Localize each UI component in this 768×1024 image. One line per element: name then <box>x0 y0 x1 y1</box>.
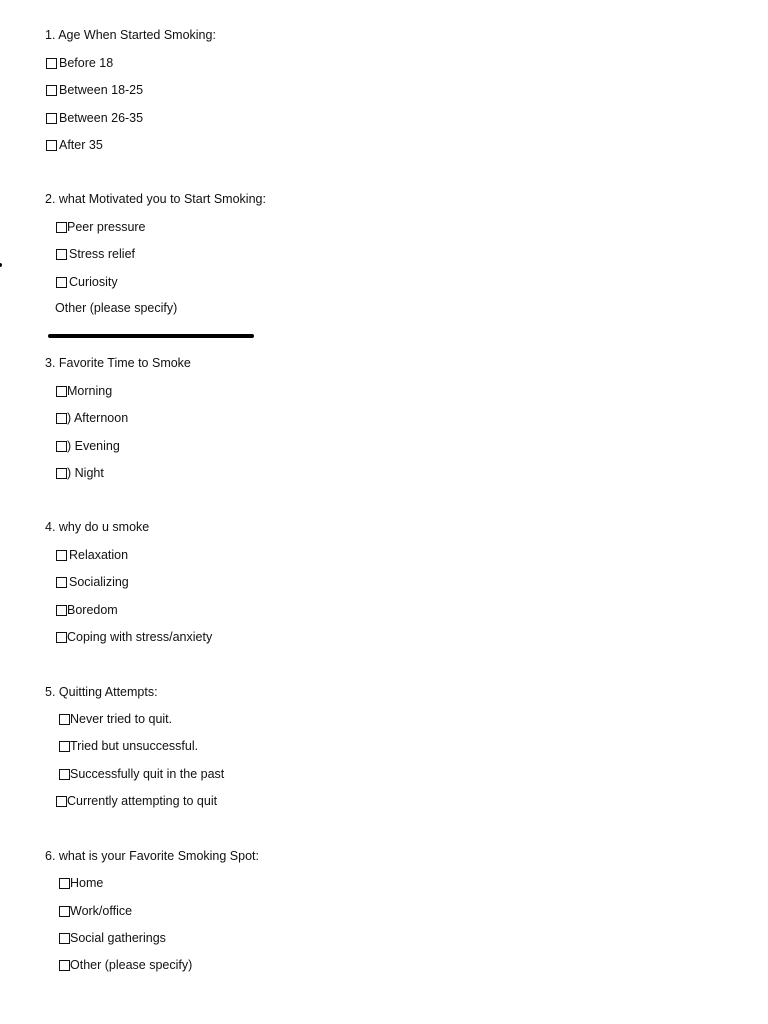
option-label: Boredom <box>67 603 118 617</box>
question-6-title: 6. what is your Favorite Smoking Spot: <box>45 849 259 863</box>
q5-option-tried-unsuccessful[interactable] <box>59 738 198 754</box>
q2-option-peer-pressure[interactable] <box>56 219 146 235</box>
q6-option-home[interactable] <box>59 875 103 891</box>
q4-option-relaxation[interactable] <box>56 547 128 563</box>
q1-option-before-18[interactable] <box>46 55 113 71</box>
q1-option-26-35[interactable] <box>46 110 143 126</box>
question-1-title: 1. Age When Started Smoking: <box>45 28 216 42</box>
option-label: Stress relief <box>69 247 135 261</box>
option-label: Work/office <box>70 904 133 918</box>
q4-option-socializing[interactable] <box>56 574 129 590</box>
checkbox-icon[interactable] <box>59 741 70 752</box>
option-label: Socializing <box>69 575 129 589</box>
q5-option-never-tried[interactable] <box>59 711 172 727</box>
checkbox-icon[interactable] <box>59 769 70 780</box>
q5-option-successfully-quit[interactable] <box>59 766 224 782</box>
q1-option-18-25[interactable] <box>46 82 143 98</box>
checkbox-icon[interactable] <box>56 222 67 233</box>
option-label: Currently attempting to quit <box>67 794 218 808</box>
q3-option-afternoon[interactable] <box>56 410 128 426</box>
option-label: ) Afternoon <box>67 411 129 425</box>
q5-option-currently-attempting[interactable] <box>56 793 217 809</box>
checkbox-icon[interactable] <box>46 85 57 96</box>
option-label: Morning <box>67 384 113 398</box>
q2-option-stress-relief[interactable] <box>56 246 135 262</box>
checkbox-icon[interactable] <box>46 58 57 69</box>
checkbox-icon[interactable] <box>56 796 67 807</box>
option-label: Tried but unsuccessful. <box>70 739 199 753</box>
checkbox-icon[interactable] <box>56 577 67 588</box>
stray-mark <box>0 263 2 267</box>
checkbox-icon[interactable] <box>56 468 67 479</box>
checkbox-icon[interactable] <box>56 550 67 561</box>
checkbox-icon[interactable] <box>56 386 67 397</box>
checkbox-icon[interactable] <box>59 906 70 917</box>
checkbox-icon[interactable] <box>56 413 67 424</box>
q3-option-morning[interactable] <box>56 383 112 399</box>
question-2-title: 2. what Motivated you to Start Smoking: <box>45 192 266 206</box>
option-label: After 35 <box>59 138 103 152</box>
q6-option-work-office[interactable] <box>59 903 132 919</box>
question-5-title: 5. Quitting Attempts: <box>45 685 158 699</box>
checkbox-icon[interactable] <box>46 140 57 151</box>
q2-option-curiosity[interactable] <box>56 274 118 290</box>
option-label: Peer pressure <box>67 220 146 234</box>
option-label: Relaxation <box>69 548 129 562</box>
q4-option-coping[interactable] <box>56 629 212 645</box>
checkbox-icon[interactable] <box>56 632 67 643</box>
checkbox-icon[interactable] <box>56 441 67 452</box>
checkbox-icon[interactable] <box>56 277 67 288</box>
checkbox-icon[interactable] <box>59 714 70 725</box>
option-label: Other (please specify) <box>70 958 193 972</box>
option-label: Successfully quit in the past <box>70 767 225 781</box>
q2-other-label: Other (please specify) <box>55 301 178 315</box>
option-label: ) Evening <box>67 439 120 453</box>
option-label: ) Night <box>67 466 104 480</box>
checkbox-icon[interactable] <box>59 933 70 944</box>
checkbox-icon[interactable] <box>46 113 57 124</box>
checkbox-icon[interactable] <box>59 960 70 971</box>
q6-option-other[interactable] <box>59 957 192 973</box>
option-label: Home <box>70 876 104 890</box>
q4-option-boredom[interactable] <box>56 602 118 618</box>
option-label: Coping with stress/anxiety <box>67 630 213 644</box>
checkbox-icon[interactable] <box>56 249 67 260</box>
q2-other-answer-line[interactable] <box>48 334 254 338</box>
option-label: Between 26-35 <box>59 111 144 125</box>
q3-option-night[interactable] <box>56 465 104 481</box>
q1-option-after-35[interactable] <box>46 137 103 153</box>
question-3-title: 3. Favorite Time to Smoke <box>45 356 191 370</box>
checkbox-icon[interactable] <box>59 878 70 889</box>
option-label: Curiosity <box>69 275 118 289</box>
option-label: Social gatherings <box>70 931 166 945</box>
option-label: Never tried to quit. <box>70 712 173 726</box>
q6-option-social-gatherings[interactable] <box>59 930 166 946</box>
option-label: Between 18-25 <box>59 83 144 97</box>
checkbox-icon[interactable] <box>56 605 67 616</box>
q3-option-evening[interactable] <box>56 438 120 454</box>
option-label: Before 18 <box>59 56 114 70</box>
question-4-title: 4. why do u smoke <box>45 520 150 534</box>
